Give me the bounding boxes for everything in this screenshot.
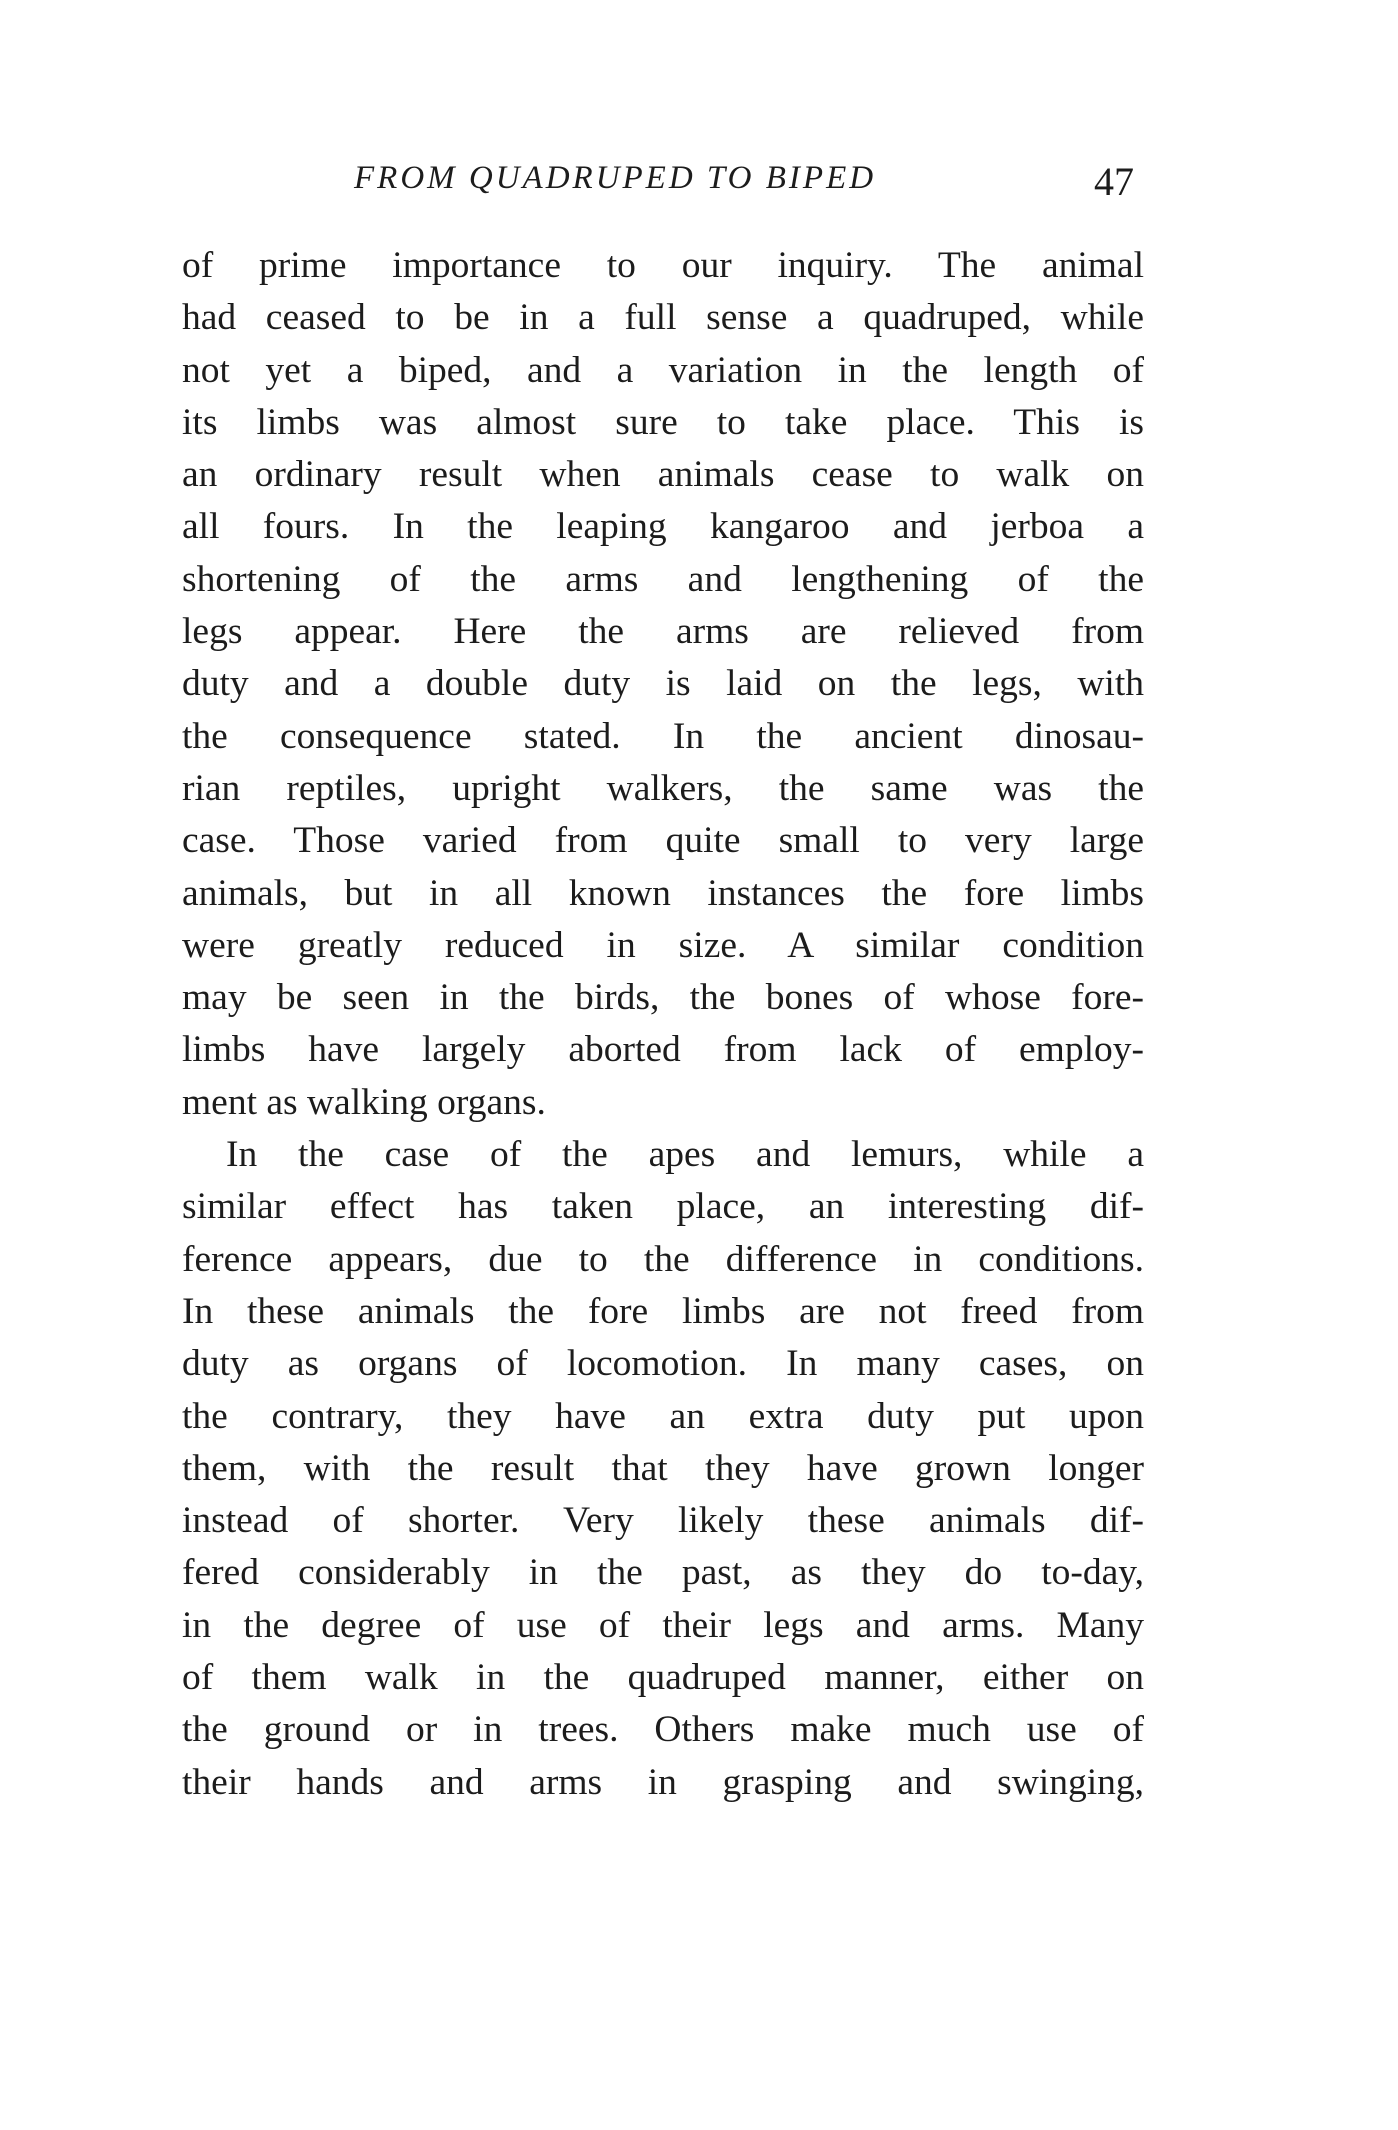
text-line: of prime importance to our inquiry. The animal xyxy=(182,245,1144,286)
text-line: an ordinary result when animals cease to walk on xyxy=(182,454,1144,496)
text-line: In these animals the fore limbs are not freed from xyxy=(182,1290,1144,1332)
text-line: case. Those varied from quite small to very large xyxy=(182,820,1144,862)
text-line: had ceased to be in a full sense a quadruped, while xyxy=(182,297,1144,339)
text-line: were greatly reduced in size. A similar condition xyxy=(182,924,1144,966)
text-line: legs appear. Here the arms are relieved from xyxy=(182,611,1144,653)
text-line: the consequence stated. In the ancient dinosau- xyxy=(182,715,1144,757)
text-line: the ground or in trees. Others make much use of xyxy=(182,1709,1144,1751)
text-line: animals, but in all known instances the fore limbs xyxy=(182,872,1144,914)
text-line: may be seen in the birds, the bones of whose fore- xyxy=(182,977,1144,1019)
text-line: not yet a biped, and a variation in the length of xyxy=(182,349,1144,391)
paragraph-1 xyxy=(182,240,1144,1129)
text-line: fered considerably in the past, as they do to-day, xyxy=(182,1552,1144,1594)
text-line: In the case of the apes and lemurs, while a xyxy=(226,1134,1144,1176)
text-line: shortening of the arms and lengthening of the xyxy=(182,558,1144,600)
text-line: ment as walking organs. xyxy=(182,1081,546,1123)
page-number: 47 xyxy=(1094,159,1134,204)
text-line: their hands and arms in grasping and swinging, xyxy=(182,1761,1144,1803)
text-line: its limbs was almost sure to take place. This is xyxy=(182,401,1144,443)
text-line: of them walk in the quadruped manner, either on xyxy=(182,1657,1144,1699)
text-line: all fours. In the leaping kangaroo and jerboa a xyxy=(182,506,1144,548)
text-line: duty and a double duty is laid on the legs, with xyxy=(182,663,1144,705)
paragraph-2 xyxy=(182,1129,1144,1809)
text-line: rian reptiles, upright walkers, the same was the xyxy=(182,767,1144,809)
text-line: the contrary, they have an extra duty put upon xyxy=(182,1395,1144,1437)
body-text xyxy=(182,240,1144,1809)
text-line: them, with the result that they have grown longer xyxy=(182,1447,1144,1489)
running-title: FROM QUADRUPED TO BIPED xyxy=(354,160,877,196)
running-head xyxy=(184,156,1144,216)
text-line: in the degree of use of their legs and arms. Many xyxy=(182,1604,1144,1646)
text-line: duty as organs of locomotion. In many cases, on xyxy=(182,1343,1144,1385)
text-line: ference appears, due to the difference in conditions. xyxy=(182,1238,1144,1280)
text-line: limbs have largely aborted from lack of employ- xyxy=(182,1029,1144,1071)
text-line: instead of shorter. Very likely these animals dif- xyxy=(182,1500,1144,1542)
text-line: similar effect has taken place, an interesting dif- xyxy=(182,1186,1144,1228)
